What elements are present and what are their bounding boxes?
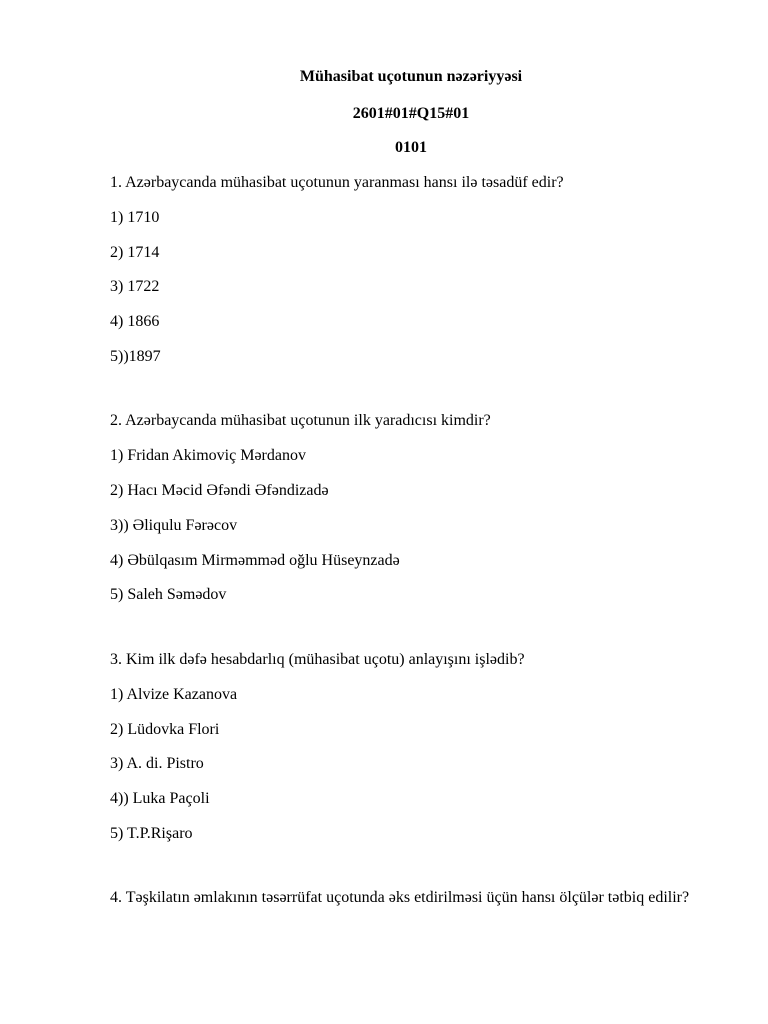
- answer-option: 1) Alvize Kazanova: [110, 685, 238, 703]
- spacer: [110, 381, 720, 411]
- answer-option: 5))1897: [110, 347, 161, 365]
- question-text: 1. Azərbaycanda mühasibat uçotunun yaranması hansı ilə təsadüf edir?: [110, 174, 564, 191]
- section-number: 0101: [395, 139, 427, 156]
- question-list: [110, 173, 720, 923]
- document-title: Mühasibat uçotunun nəzəriyyəsi: [299, 68, 523, 85]
- answer-option: 2) Hacı Məcid Əfəndi Əfəndizadə: [110, 482, 329, 500]
- answer-option: 1) 1710: [110, 209, 160, 226]
- answer-option: 1) Fridan Akimoviç Mərdanov: [110, 447, 306, 465]
- document-code: 2601#01#Q15#01: [352, 105, 470, 122]
- question-2: [110, 411, 720, 605]
- spacer: [110, 858, 720, 888]
- answer-option: 4) 1866: [110, 313, 160, 331]
- answer-option: 5) T.P.Rişaro: [110, 824, 193, 842]
- answer-option: 4)) Luka Paçoli: [110, 789, 210, 807]
- answer-option: 2) Lüdovka Flori: [110, 720, 220, 738]
- question-1: [110, 173, 720, 367]
- answer-option: 5) Saleh Səmədov: [110, 586, 227, 604]
- answer-option: 3)) Əliqulu Fərəcov: [110, 516, 238, 534]
- question-3: [110, 650, 720, 844]
- answer-option: 2) 1714: [110, 243, 160, 261]
- answer-option: 3) 1722: [110, 278, 160, 296]
- answer-option: 4) Əbülqasım Mirməmməd oğlu Hüseynzadə: [110, 551, 400, 569]
- question-text: 4. Təşkilatın əmlakının təsərrüfat uçotunda əks etdirilməsi üçün hansı ölçülər tətbiq edilir?: [110, 889, 690, 907]
- question-4: [110, 888, 720, 908]
- question-text: 2. Azərbaycanda mühasibat uçotunun ilk yaradıcısı kimdir?: [110, 412, 491, 430]
- question-text: 3. Kim ilk dəfə hesabdarlıq (mühasibat uçotu) anlayışını işlədib?: [110, 650, 525, 668]
- spacer: [110, 620, 720, 650]
- answer-option: 3) A. di. Pistro: [110, 755, 204, 773]
